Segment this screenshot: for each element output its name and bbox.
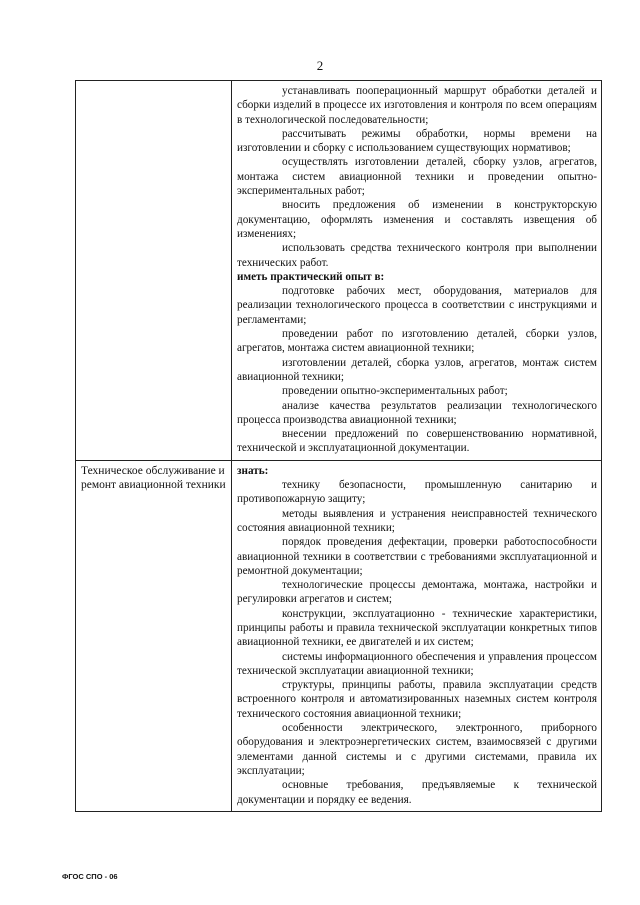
module-cell <box>76 81 232 461</box>
requirement-paragraph: устанавливать пооперационный маршрут обработки деталей и сборки изделий в процессе их изготовления и контроля по всем операциям в технологической последовательности; <box>237 85 597 126</box>
requirement-paragraph: порядок проведения дефектации, проверки работоспособности авиационной техники в соответствии с требованиями эксплуатационной и ремонтной документации; <box>237 536 597 577</box>
requirement-paragraph: осуществлять изготовлении деталей, сборку узлов, агрегатов, монтажа систем авиационной техники и проведении опытно-экспериментальных работ; <box>237 156 597 198</box>
requirement-paragraph: технологические процессы демонтажа, монтажа, настройки и регулировки агрегатов и систем; <box>237 579 597 606</box>
requirement-paragraph: изготовлении деталей, сборка узлов, агрегатов, монтаж систем авиационной техники; <box>237 356 597 383</box>
requirement-paragraph: использовать средства технического контроля при выполнении технических работ. <box>237 242 597 269</box>
requirement-paragraph: рассчитывать режимы обработки, нормы времени на изготовлении и сборку с использованием существующих нормативов; <box>237 127 597 155</box>
requirement-paragraph: структуры, принципы работы, правила эксплуатации средств встроенного контроля и автоматизированных наземных систем контроля технического состояния авиационной техники; <box>237 679 597 720</box>
module-title: Техническое обслуживание и ремонт авиационной техники <box>81 464 226 491</box>
module-cell <box>76 460 232 811</box>
requirements-cell <box>232 460 602 811</box>
table-row <box>76 81 602 461</box>
requirement-paragraph: проведении работ по изготовлению деталей, сборки узлов, агрегатов, монтажа систем авиационной техники; <box>237 328 597 355</box>
requirement-paragraph: методы выявления и устранения неисправностей технического состояния авиационной техники; <box>237 507 597 534</box>
requirement-paragraph: анализе качества результатов реализации технологического процесса производства авиационной техники; <box>237 399 597 426</box>
requirement-paragraph: конструкции, эксплуатационно - технические характеристики, принципы работы и правила технической эксплуатации конкретных типов авиационной техники, ее двигателей и их систем; <box>237 607 597 649</box>
requirement-paragraph: системы информационного обеспечения и управления процессом технической эксплуатации авиационной техники; <box>237 650 597 677</box>
page-number: 2 <box>316 58 324 73</box>
requirement-paragraph: вносить предложения об изменении в конструкторскую документацию, оформлять изменения и составлять извещения об изменениях; <box>237 199 597 240</box>
requirement-paragraph: проведении опытно-экспериментальных работ; <box>282 385 508 398</box>
competency-table <box>75 80 602 812</box>
requirement-paragraph: особенности электрического, электронного, приборного оборудования и электроэнергетических систем, взаимосвязей с другими элементами данной системы и с другими системами, правила их эксплуатации; <box>237 722 597 777</box>
section-heading: знать: <box>237 464 269 477</box>
requirement-paragraph: технику безопасности, промышленную санитарию и противопожарную защиту; <box>237 479 597 506</box>
requirement-paragraph: внесении предложений по совершенствованию нормативной, технической и эксплуатационной документации. <box>237 428 597 455</box>
requirement-paragraph: подготовке рабочих мест, оборудования, материалов для реализации технологического процесса в соответствии с инструкциями и регламентами; <box>237 285 597 326</box>
footer-standard-code: ФГОС СПО - 06 <box>62 872 118 881</box>
requirement-paragraph: основные требования, предъявляемые к технической документации и порядку ее ведения. <box>237 779 597 806</box>
section-heading: иметь практический опыт в: <box>237 270 385 283</box>
table-row <box>76 460 602 811</box>
requirements-cell <box>232 81 602 461</box>
